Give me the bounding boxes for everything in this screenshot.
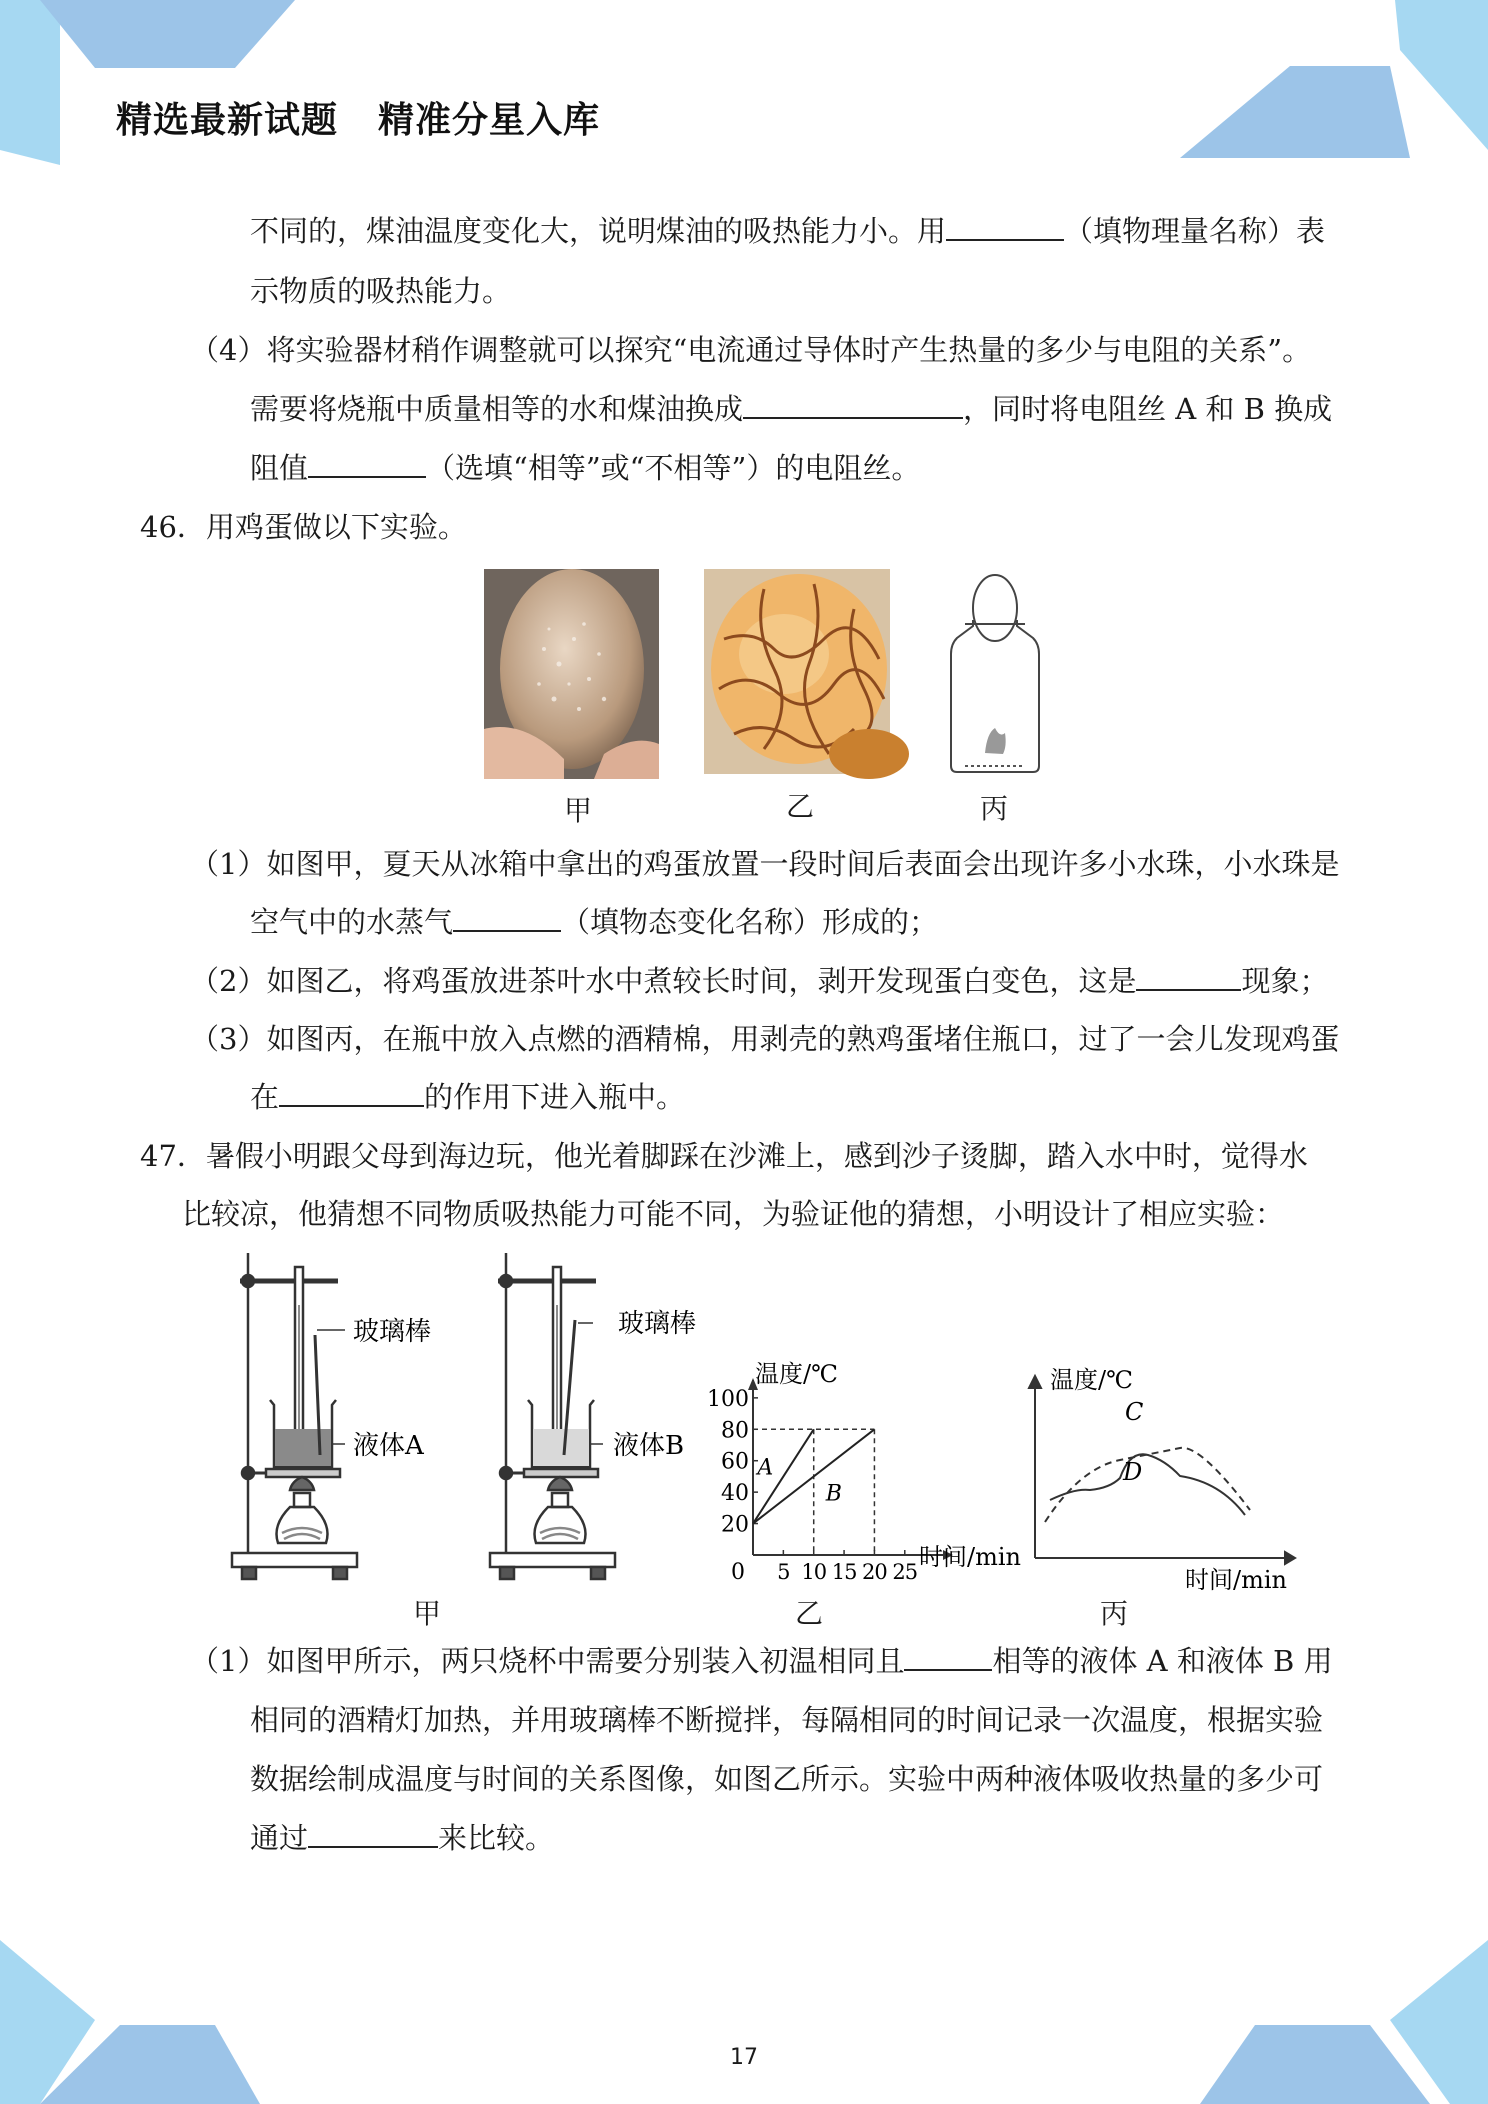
- page-header-title: [116, 92, 600, 143]
- liquid-b-label: 液体B: [613, 1431, 685, 1461]
- x-tick-label: 25: [892, 1560, 918, 1584]
- q46-fig-label-jia: 甲: [564, 794, 593, 827]
- x-tick-label: 10: [801, 1560, 827, 1584]
- q46-part1-line1: （1）如图甲，夏天从冰箱中拿出的鸡蛋放置一段时间后表面会出现许多小水珠，小水珠是: [190, 847, 1340, 881]
- q46-part3-line2: [250, 1077, 685, 1117]
- x-tick-label: 5: [777, 1560, 790, 1584]
- q47-part1-line4: [250, 1818, 554, 1858]
- q46-stem: 46．用鸡蛋做以下实验。: [140, 510, 467, 544]
- answer-blank: [904, 1643, 992, 1671]
- q45-part4-line2-text-b: ，同时将电阻丝 A 和 B 换成: [963, 392, 1333, 426]
- answer-blank: [453, 904, 561, 932]
- ylabel-temperature: 温度/℃: [1050, 1366, 1133, 1394]
- q45-line1-text-a: 不同的，煤油温度变化大，说明煤油的吸热能力小。用: [250, 214, 947, 248]
- q46-part3-line2-text-b: 的作用下进入瓶中。: [424, 1080, 686, 1114]
- header-decoration: [0, 0, 1488, 170]
- x-tick-label: 20: [862, 1560, 887, 1584]
- y-tick-label: 20: [721, 1512, 749, 1538]
- answer-blank: [308, 1820, 438, 1848]
- bottle-with-egg-diagram: [945, 568, 1045, 778]
- answer-blank: [743, 391, 963, 419]
- q45-line1-text-b: （填物理量名称）表: [1064, 214, 1326, 248]
- glass-rod-label-b: 玻璃棒: [618, 1309, 697, 1339]
- xlabel-time: 时间/min: [1185, 1566, 1287, 1594]
- q45-line1: [250, 211, 1325, 251]
- q46-part2: [190, 961, 1328, 1001]
- q47-fig-label-bing: 丙: [1100, 1597, 1129, 1630]
- tea-egg-photo: [704, 569, 890, 774]
- answer-blank: [946, 213, 1064, 241]
- header-title-part2: 精准分星入库: [378, 100, 601, 141]
- q45-part4-line3: [250, 448, 920, 488]
- q46-part2-text-a: （2）如图乙，将鸡蛋放进茶叶水中煮较长时间，剥开发现蛋白变色，这是: [190, 964, 1137, 998]
- q46-part3-line1: （3）如图丙，在瓶中放入点燃的酒精棉，用剥壳的熟鸡蛋堵住瓶口，过了一会儿发现鸡蛋: [190, 1022, 1340, 1056]
- chart-xlabel: 时间/min: [919, 1543, 1021, 1571]
- q47-part1-line3: 数据绘制成温度与时间的关系图像，如图乙所示。实验中两种液体吸收热量的多少可: [250, 1762, 1324, 1796]
- q46-part3-line2-text-a: 在: [250, 1080, 280, 1114]
- q46-part2-text-b: 现象；: [1241, 964, 1329, 998]
- q47-part1-line1: [190, 1641, 1333, 1681]
- q47-part1-line1-text-b: 相等的液体 A 和液体 B 用: [992, 1644, 1333, 1678]
- heating-apparatus-diagrams: [220, 1245, 720, 1590]
- q45-part4-line2-text-a: 需要将烧瓶中质量相等的水和煤油换成: [250, 392, 744, 426]
- header-title-part1: 精选最新试题: [116, 100, 339, 141]
- q46-part1-line2-text-a: 空气中的水蒸气: [250, 905, 454, 939]
- answer-blank: [308, 450, 426, 478]
- footer-decoration: [0, 1930, 1488, 2104]
- y-tick-label: 40: [721, 1481, 749, 1507]
- curve-c-label: C: [1125, 1398, 1144, 1426]
- q45-part4-line2: [250, 389, 1332, 429]
- y-tick-label: 80: [721, 1418, 749, 1444]
- q47-part1-line4-text-b: 来比较。: [438, 1821, 555, 1855]
- series-label-A: A: [757, 1455, 774, 1481]
- q46-fig-label-bing: 丙: [980, 792, 1009, 825]
- liquid-a-label: 液体A: [353, 1431, 424, 1461]
- q46-part1-line2: [250, 902, 938, 942]
- q46-fig-label-yi: 乙: [786, 790, 815, 823]
- q45-line2: 示物质的吸热能力。: [250, 274, 512, 308]
- curve-d-label: D: [1123, 1458, 1143, 1486]
- q47-stem-line1: 47．暑假小明跟父母到海边玩，他光着脚踩在沙滩上，感到沙子烫脚，踏入水中时，觉得水: [140, 1139, 1308, 1173]
- x-tick-label: 0: [731, 1560, 745, 1585]
- q47-part1-line4-text-a: 通过: [250, 1821, 309, 1855]
- page-number: 17: [730, 2045, 758, 2070]
- q45-part4-line1: （4）将实验器材稍作调整就可以探究“电流通过导体时产生热量的多少与电阻的关系”。: [190, 333, 1312, 367]
- x-tick-label: 15: [831, 1560, 857, 1584]
- curve-d: [1050, 1454, 1245, 1515]
- q47-stem-line2: 比较凉，他猜想不同物质吸热能力可能不同，为验证他的猜想，小明设计了相应实验：: [182, 1197, 1285, 1231]
- q45-part4-line3-text-a: 阻值: [250, 451, 309, 485]
- temperature-curves-c-d: [1020, 1360, 1300, 1595]
- series-label-B: B: [825, 1481, 842, 1507]
- curve-c: [1045, 1448, 1250, 1522]
- y-tick-label: 60: [721, 1449, 749, 1475]
- answer-blank: [279, 1079, 424, 1107]
- glass-rod-label-a: 玻璃棒: [353, 1317, 432, 1347]
- q47-fig-label-yi: 乙: [795, 1597, 824, 1630]
- egg-condensation-photo: [484, 569, 659, 779]
- temperature-time-chart: [707, 1360, 1035, 1595]
- q47-part1-line2: 相同的酒精灯加热，并用玻璃棒不断搅拌，每隔相同的时间记录一次温度，根据实验: [250, 1703, 1324, 1737]
- q47-part1-line1-text-a: （1）如图甲所示，两只烧杯中需要分别装入初温相同且: [190, 1644, 905, 1678]
- chart-ylabel: 温度/℃: [755, 1360, 838, 1388]
- q46-part1-line2-text-b: （填物态变化名称）形成的；: [561, 905, 939, 939]
- answer-blank: [1136, 963, 1241, 991]
- q45-part4-line3-text-b: （选填“相等”或“不相等”）的电阻丝。: [426, 451, 921, 485]
- y-tick-label: 100: [707, 1386, 749, 1412]
- q47-fig-label-jia: 甲: [413, 1597, 442, 1630]
